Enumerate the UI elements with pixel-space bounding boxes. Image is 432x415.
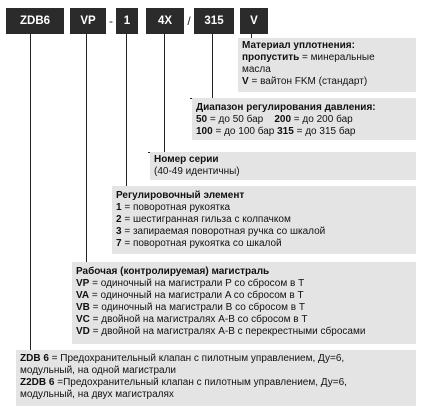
series-number-title: Номер серии: [154, 154, 219, 165]
valve-type-option: модульный, на одной магистрали: [20, 365, 177, 376]
seal-material-option: масла: [242, 64, 271, 75]
adjustment-element-block: [112, 186, 416, 254]
series-number-block: [150, 152, 416, 180]
code-separator-dash: -: [109, 14, 113, 28]
connector-series: [164, 34, 165, 152]
connector-type: [30, 34, 31, 350]
working-line-option: VP = одиночный на магистрали P со сбросом в T: [76, 278, 305, 289]
valve-type-option: Z2DB 6 =Предохранительный клапан с пилотным управлением, Ду=6,: [20, 377, 347, 388]
pressure-range-title: Диапазон регулирования давления:: [196, 102, 376, 113]
pressure-range-option: 50 = до 50 бар 200 = до 200 бар: [196, 114, 353, 125]
valve-type-option: модульный, на двух магистралях: [20, 389, 174, 400]
code-part-series: 4X: [146, 8, 184, 34]
seal-material-option: V = вайтон FKM (стандарт): [242, 76, 368, 87]
working-line-option: VD = двойной на магистралях A-B с перекрестными сбросами: [76, 326, 366, 337]
adjustment-option: 2 = шестигранная гильза с колпачком: [116, 214, 291, 225]
working-line-option: VC = двойной на магистралях A-B со сбросом в T: [76, 314, 308, 325]
code-separator-slash: /: [187, 14, 191, 28]
adjustment-element-title: Регулировочный элемент: [116, 190, 245, 201]
connector-line: [86, 34, 87, 262]
working-line-option: VB = одиночный на магистрали B со сбросом в T: [76, 302, 305, 313]
series-number-text: (40-49 идентичны): [154, 166, 240, 177]
code-part-seal: V: [240, 8, 268, 34]
seal-material-title: Материал уплотнения:: [242, 40, 355, 51]
working-line-title: Рабочая (контролируемая) магистраль: [76, 266, 270, 277]
code-part-adjust: 1: [116, 8, 138, 34]
seal-material-option: пропустить = минеральные: [242, 52, 375, 63]
working-line-option: VA = одиночный на магистрали A со сбросом в T: [76, 290, 304, 301]
adjustment-option: 3 = запираемая поворотная ручка со шкалой: [116, 226, 326, 237]
pressure-range-option: 100 = до 100 бар 315 = до 315 бар: [196, 126, 356, 137]
code-part-line: VP: [70, 8, 106, 34]
adjustment-option: 7 = поворотная рукоятка со шкалой: [116, 238, 282, 249]
pressure-range-block: [192, 98, 416, 140]
code-part-type: ZDB6: [6, 8, 64, 34]
connector-adjust: [126, 34, 127, 186]
valve-type-block: [16, 350, 416, 406]
adjustment-option: 1 = поворотная рукоятка: [116, 202, 231, 213]
seal-material-block: [238, 38, 416, 92]
connector-pressure: [212, 34, 213, 98]
working-line-block: [72, 262, 416, 344]
valve-type-option: ZDB 6 = Предохранительный клапан с пилотным управлением, Ду=6,: [20, 353, 345, 364]
code-part-pressure: 315: [194, 8, 234, 34]
